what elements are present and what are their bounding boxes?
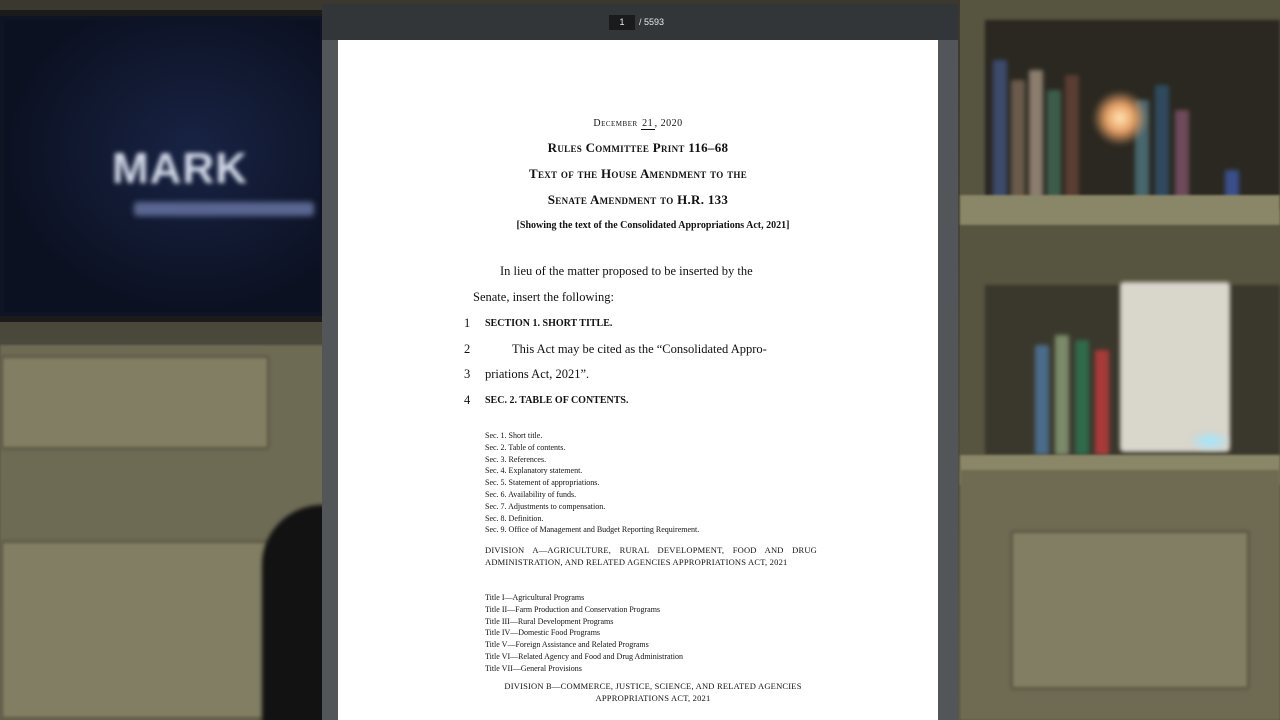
division-b-heading: DIVISION B—COMMERCE, JUSTICE, SCIENCE, AND RELATED AGENCIES APPROPRIATIONS ACT, 2021 (504, 681, 802, 703)
line-number: 2 (464, 342, 471, 356)
print-title: Rules Committee Print 116–68 (547, 140, 729, 155)
shelf-board (960, 195, 1280, 225)
page-number-input[interactable] (609, 15, 635, 30)
book (1155, 85, 1169, 210)
date-day: 21 (642, 118, 654, 129)
toc-item: Sec. 1. Short title. (485, 431, 543, 440)
intro-line: In lieu of the matter proposed to be inserted by the (500, 264, 753, 278)
television (0, 10, 330, 322)
amendment-title-line-2: Senate Amendment to H.R. 133 (547, 192, 729, 207)
white-box (1120, 282, 1230, 452)
cabinet-door (0, 540, 270, 720)
line-number: 1 (464, 316, 471, 330)
title-item: Title V—Foreign Assistance and Related Programs (485, 640, 649, 650)
cabinet-door (1010, 530, 1250, 690)
book (1065, 75, 1079, 210)
toc-item: Sec. 7. Adjustments to compensation. (485, 501, 606, 511)
book (1075, 340, 1089, 455)
toc-item: Sec. 4. Explanatory statement. (485, 466, 583, 476)
table-of-contents (485, 430, 815, 536)
title-item: Title II—Farm Production and Conservation Programs (485, 604, 661, 614)
tv-logo: MARK (112, 144, 248, 193)
date-year: , 2020 (654, 118, 683, 129)
blue-light (1188, 430, 1232, 452)
title-item: Title I—Agricultural Programs (485, 593, 585, 602)
document-date (338, 118, 938, 130)
date-month: December (593, 118, 638, 129)
toc-item: Sec. 6. Availability of funds. (485, 489, 577, 499)
body-text-line: priations Act, 2021”. (485, 367, 590, 381)
title-item: Title IV—Domestic Food Programs (485, 628, 601, 638)
page-indicator (609, 14, 664, 30)
division-a-heading: DIVISION A—AGRICULTURE, RURAL DEVELOPMENT, FOOD AND DRUG ADMINISTRATION, AND RELATED AGENCIES APPROPRIATIONS ACT, 2021 (485, 545, 817, 567)
book (1055, 335, 1069, 455)
pdf-viewer (322, 4, 958, 720)
document-page[interactable] (338, 40, 938, 720)
book (1029, 70, 1043, 210)
title-item: Title III—Rural Development Programs (485, 616, 614, 626)
toc-item: Sec. 2. Table of contents. (485, 442, 566, 452)
division-a-titles (485, 592, 683, 675)
tv-logo-subtitle (134, 202, 314, 216)
line-number: 3 (464, 367, 471, 381)
toc-item: Sec. 9. Office of Management and Budget Reporting Requirement. (485, 525, 700, 535)
book (1047, 90, 1061, 210)
section-heading: SECTION 1. SHORT TITLE. (485, 318, 613, 329)
bracket-note: [Showing the text of the Consolidated Appropriations Act, 2021] (516, 220, 790, 231)
body-text-line: This Act may be cited as the “Consolidated Appro- (512, 342, 767, 356)
book (1011, 80, 1025, 210)
title-item: Title VI—Related Agency and Food and Drug Administration (485, 651, 683, 661)
total-pages-label: / 5593 (639, 17, 665, 27)
book (993, 60, 1007, 210)
intro-line: Senate, insert the following: (473, 290, 614, 304)
toc-item: Sec. 3. References. (485, 454, 547, 464)
lamp-glow (1092, 90, 1148, 146)
toc-item: Sec. 8. Definition. (485, 513, 544, 523)
amendment-title-line-1: Text of the House Amendment to the (528, 166, 747, 181)
book (1035, 345, 1049, 455)
pdf-toolbar (322, 4, 958, 40)
section-heading: SEC. 2. TABLE OF CONTENTS. (485, 395, 629, 406)
title-item: Title VII—General Provisions (485, 663, 582, 673)
cabinet-drawer (0, 355, 270, 450)
line-number: 4 (464, 393, 471, 407)
book (1095, 350, 1109, 455)
toc-item: Sec. 5. Statement of appropriations. (485, 478, 600, 488)
